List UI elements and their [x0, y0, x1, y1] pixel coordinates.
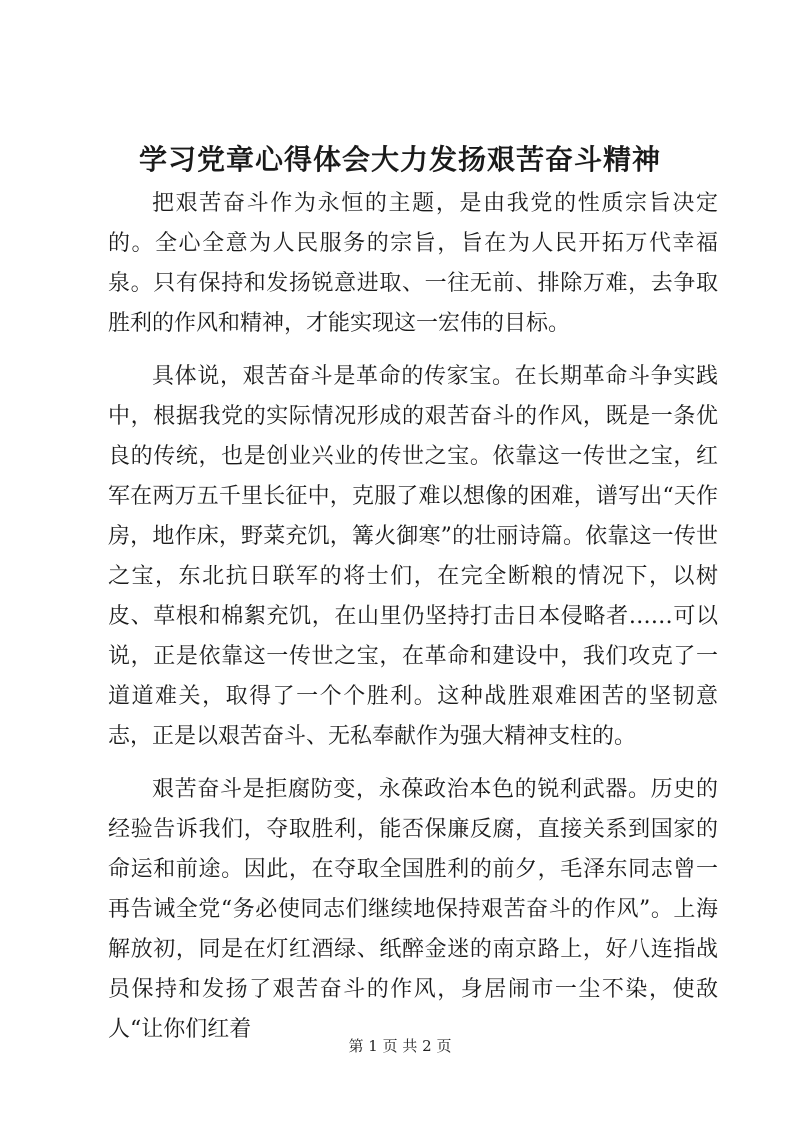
document-body — [108, 184, 718, 1050]
document-title: 学习党章心得体会大力发扬艰苦奋斗精神 — [138, 143, 661, 176]
paragraph-2: 具体说，艰苦奋斗是革命的传家宝。在长期革命斗争实践中，根据我党的实际情况形成的艰苦奋斗的作风，既是一条优良的传统，也是创业兴业的传世之宝。依靠这一传世之宝，红军在两万五千里长征中，克服了难以想像的困难，谱写出“天作房，地作床，野菜充饥，篝火御寒”的壮丽诗篇。依靠这一传世之宝，东北抗日联军的将士们，在完全断粮的情况下，以树皮、草根和棉絮充饥，在山里仍坚持打击日本侵略者……可以说，正是依靠这一传世之宝，在革命和建设中，我们攻克了一道道难关，取得了一个个胜利。这种战胜艰难困苦的坚韧意志，正是以艰苦奋斗、无私奉献作为强大精神支柱的。 — [108, 364, 718, 749]
paragraph-1: 把艰苦奋斗作为永恒的主题，是由我党的性质宗旨决定的。全心全意为人民服务的宗旨，旨在为人民开拓万代幸福泉。只有保持和发扬锐意进取、一往无前、排除万难，去争取胜利的作风和精神，才能实现这一宏伟的目标。 — [108, 191, 718, 336]
page-footer: 第 1 页 共 2 页 — [348, 1037, 452, 1055]
paragraph-3: 艰苦奋斗是拒腐防变，永葆政治本色的锐利武器。历史的经验告诉我们，夺取胜利，能否保廉反腐，直接关系到国家的命运和前途。因此，在夺取全国胜利的前夕，毛泽东同志曾一再告诫全党“务必使同志们继续地保持艰苦奋斗的作风”。上海解放初，同是在灯红酒绿、纸醉金迷的南京路上，好八连指战员保持和发扬了艰苦奋斗的作风，身居闹市一尘不染，使敌人“让你们红着 — [108, 777, 718, 1042]
